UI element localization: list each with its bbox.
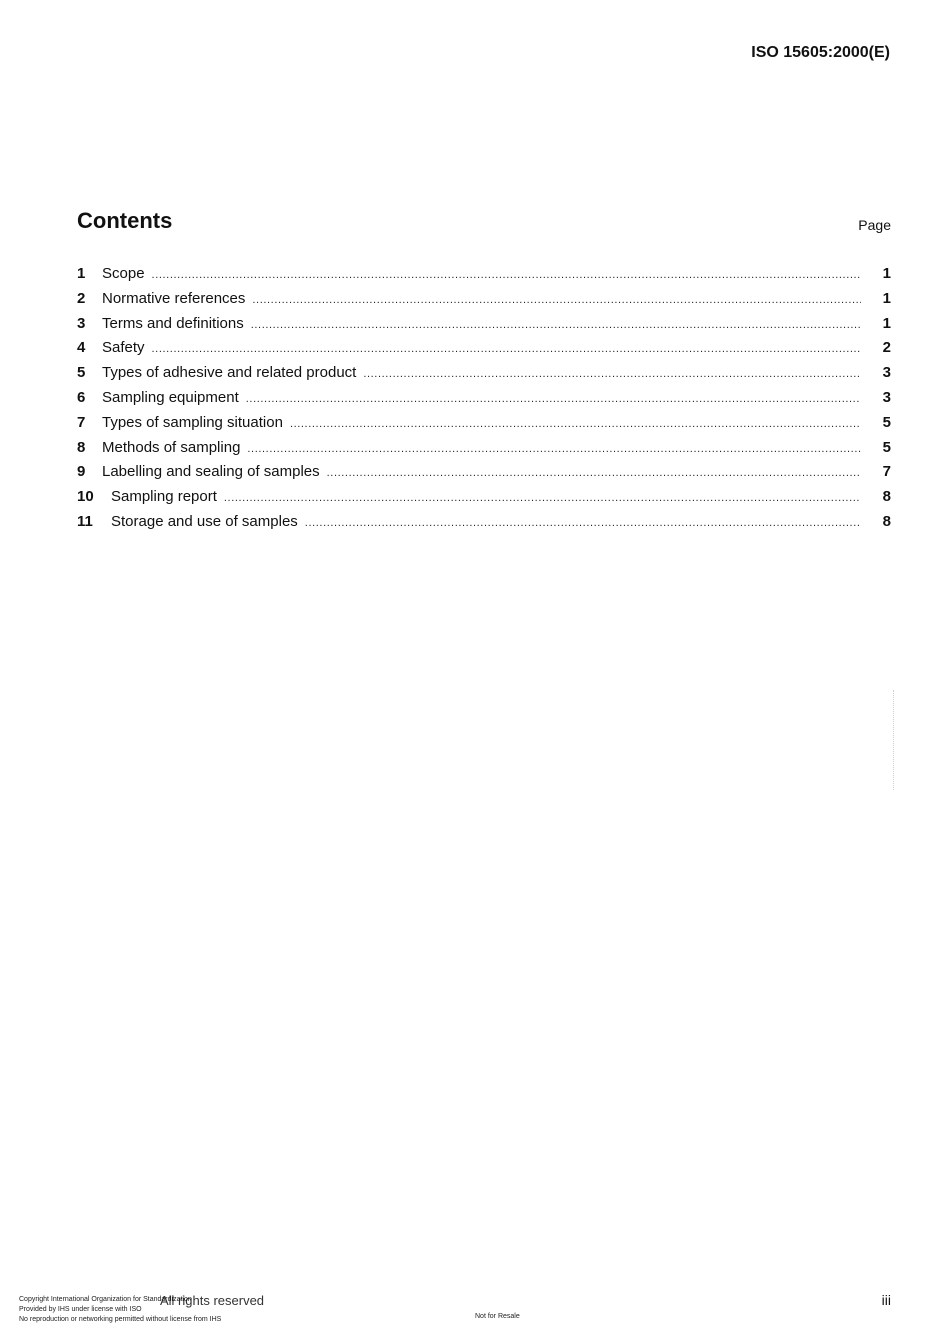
toc-entry-number: 7 <box>77 413 86 431</box>
contents-header <box>77 208 891 242</box>
toc-entry[interactable] <box>77 510 891 535</box>
toc-entry-number: 9 <box>77 463 86 481</box>
table-of-contents <box>77 262 891 535</box>
toc-dot-leader <box>252 288 861 313</box>
toc-entry[interactable] <box>77 386 891 411</box>
toc-entry[interactable] <box>77 262 891 287</box>
toc-entry-page: 1 <box>882 289 891 307</box>
toc-dot-leader <box>305 511 861 536</box>
toc-entry[interactable] <box>77 485 891 510</box>
footer-page-number: iii <box>881 1292 891 1308</box>
toc-entry-title: Types of sampling situation <box>102 413 283 431</box>
toc-entry-number: 3 <box>77 314 86 332</box>
toc-entry[interactable] <box>77 361 891 386</box>
toc-entry-number: 1 <box>77 265 86 282</box>
toc-entry-number: 2 <box>77 289 86 307</box>
toc-entry-page: 8 <box>882 488 891 506</box>
toc-entry-number: 10 <box>77 488 94 506</box>
toc-entry-title: Labelling and sealing of samples <box>102 463 320 481</box>
page-column-label: Page <box>858 217 891 233</box>
toc-entry-page: 3 <box>882 388 891 406</box>
toc-entry-page: 7 <box>882 463 891 481</box>
toc-dot-leader <box>327 461 861 486</box>
toc-entry-number: 5 <box>77 364 86 382</box>
toc-entry-number: 6 <box>77 388 86 406</box>
toc-dot-leader <box>251 313 861 338</box>
toc-entry-title: Scope <box>102 265 145 282</box>
margin-stamp-mark <box>893 690 900 790</box>
toc-entry[interactable] <box>77 287 891 312</box>
toc-entry-title: Normative references <box>102 289 246 307</box>
toc-entry-page: 2 <box>882 339 891 357</box>
footer-copyright-line: No reproduction or networking permitted without license from IHS <box>19 1316 222 1323</box>
toc-entry[interactable] <box>77 312 891 337</box>
toc-entry-number: 11 <box>77 512 93 530</box>
toc-dot-leader <box>247 437 861 462</box>
toc-entry-number: 8 <box>77 438 86 456</box>
toc-entry[interactable] <box>77 411 891 436</box>
toc-dot-leader <box>363 362 861 387</box>
toc-entry-title: Types of adhesive and related product <box>102 364 357 382</box>
toc-dot-leader <box>246 387 861 412</box>
toc-entry-number: 4 <box>77 339 86 357</box>
toc-dot-leader <box>290 412 861 437</box>
footer-copyright-notice <box>19 1295 221 1325</box>
footer-copyright-line: Copyright International Organization for Standardization <box>19 1296 192 1303</box>
toc-entry-page: 1 <box>882 265 891 282</box>
toc-dot-leader <box>152 263 861 288</box>
toc-entry[interactable] <box>77 460 891 485</box>
toc-entry-title: Safety <box>102 339 145 357</box>
toc-dot-leader <box>152 337 861 362</box>
toc-entry-page: 8 <box>882 512 891 530</box>
toc-entry-page: 3 <box>882 364 891 382</box>
footer-resale-notice: Not for Resale <box>475 1313 520 1320</box>
toc-entry[interactable] <box>77 436 891 461</box>
toc-entry-title: Methods of sampling <box>102 438 241 456</box>
document-id: ISO 15605:2000(E) <box>751 44 890 61</box>
toc-dot-leader <box>224 486 861 511</box>
footer-copyright-line: Provided by IHS under license with ISO <box>19 1306 142 1313</box>
toc-entry-title: Sampling equipment <box>102 388 239 406</box>
toc-entry[interactable] <box>77 336 891 361</box>
toc-entry-page: 1 <box>882 314 891 332</box>
toc-entry-page: 5 <box>882 438 891 456</box>
toc-entry-title: Sampling report <box>111 488 217 506</box>
toc-entry-title: Storage and use of samples <box>111 512 298 530</box>
toc-entry-page: 5 <box>882 413 891 431</box>
contents-title: Contents <box>77 208 173 233</box>
footer-rights-text: All rights reserved <box>160 1293 265 1308</box>
toc-entry-title: Terms and definitions <box>102 314 244 332</box>
